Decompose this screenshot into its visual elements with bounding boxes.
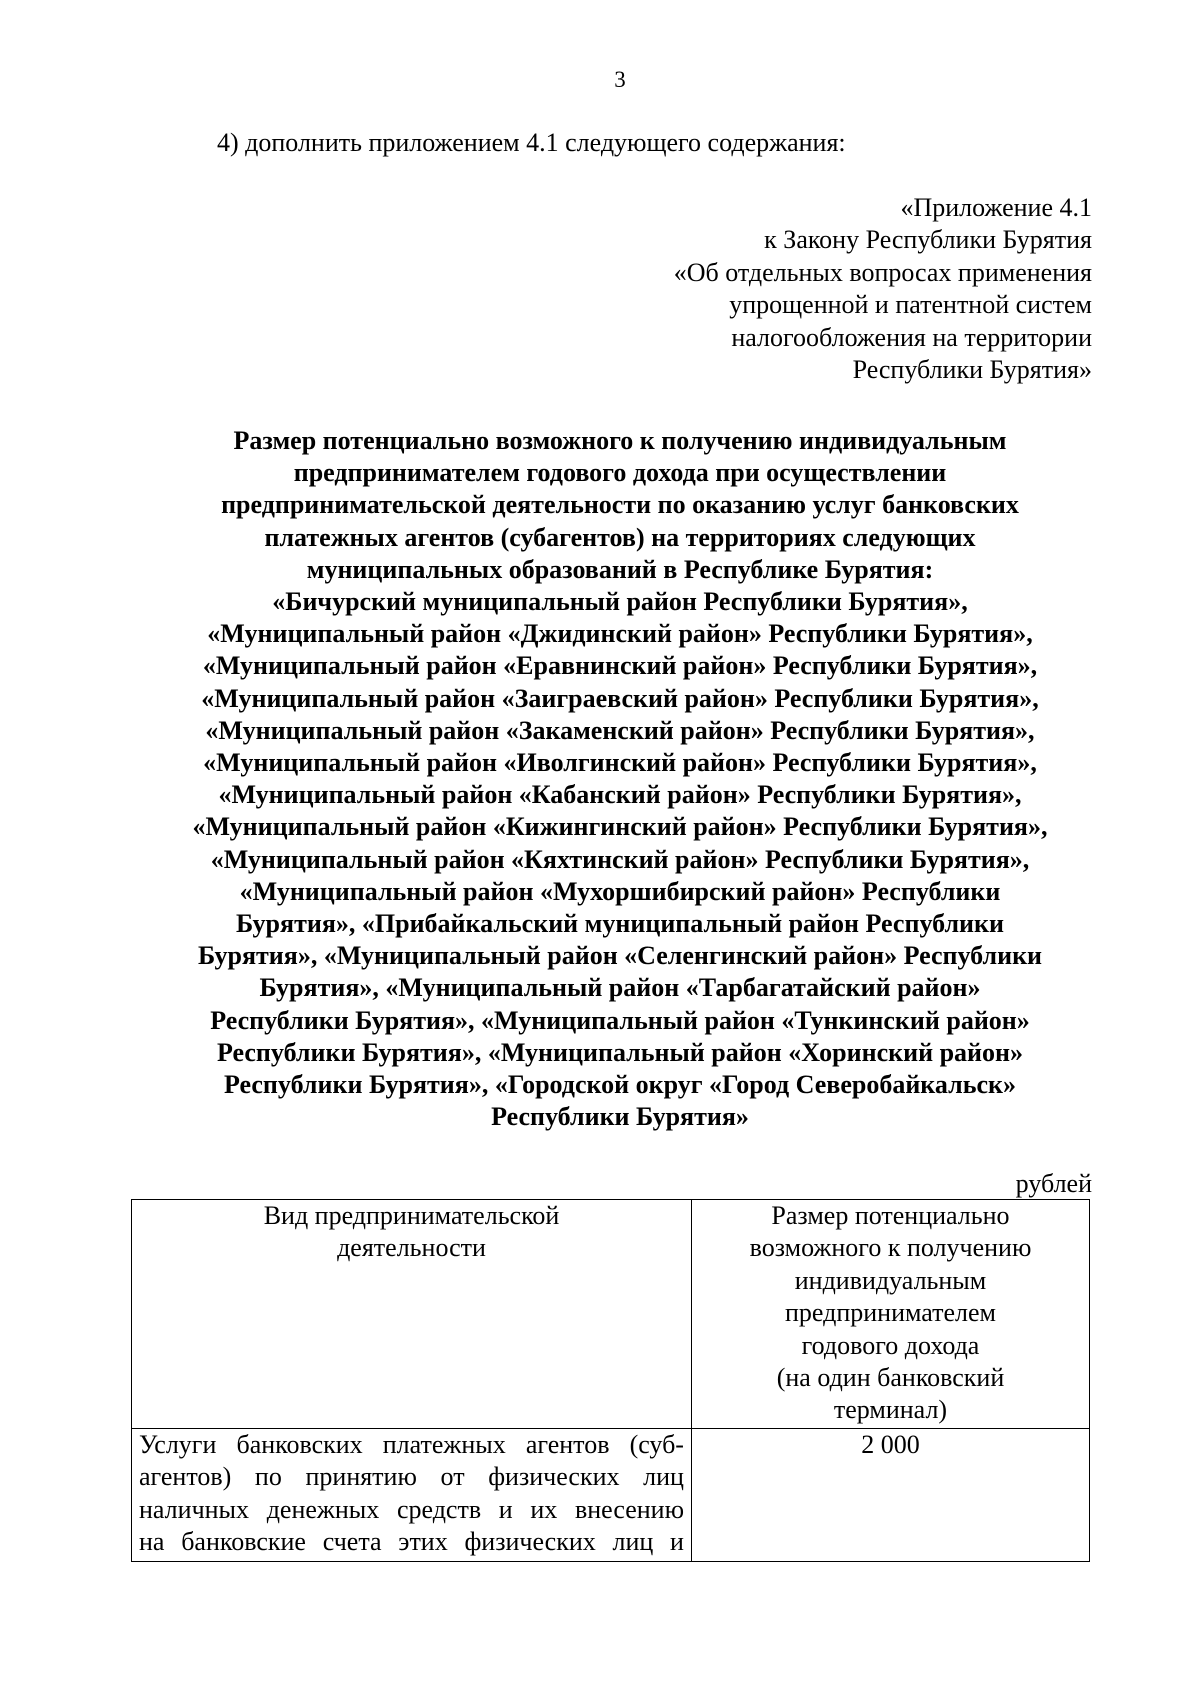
header-income-line: индивидуальным bbox=[794, 1265, 987, 1295]
word: физических bbox=[464, 1527, 596, 1557]
word: от bbox=[440, 1462, 465, 1492]
activity-cell bbox=[132, 1429, 692, 1562]
title-line: «Бичурский муниципальный район Республики Бурятия», bbox=[272, 587, 968, 617]
word: этих bbox=[398, 1527, 448, 1557]
word: лиц bbox=[612, 1527, 654, 1557]
word: внесению bbox=[574, 1494, 684, 1524]
appendix-header-line: к Закону Республики Бурятия bbox=[764, 225, 1092, 255]
title-line: предпринимателем годового дохода при осуществлении bbox=[293, 458, 947, 488]
header-income-line: терминал) bbox=[833, 1395, 948, 1425]
title-line: «Муниципальный район «Кяхтинский район» Республики Бурятия», bbox=[210, 844, 1030, 874]
header-income-line: Размер потенциально bbox=[771, 1201, 1010, 1230]
word: по bbox=[254, 1462, 282, 1492]
word: физических bbox=[488, 1462, 620, 1492]
word: агентов) bbox=[139, 1462, 232, 1492]
word: наличных bbox=[139, 1494, 250, 1524]
title-line: Бурятия», «Муниципальный район «Селенгинский район» Республики bbox=[197, 941, 1043, 971]
activity-line bbox=[139, 1526, 684, 1558]
word: средств bbox=[396, 1494, 482, 1524]
word: и bbox=[498, 1494, 513, 1524]
word: (суб- bbox=[629, 1430, 684, 1459]
header-income-line: предпринимателем bbox=[784, 1298, 996, 1328]
activity-line bbox=[139, 1461, 684, 1493]
appendix-header-line: упрощенной и патентной систем bbox=[729, 290, 1092, 320]
appendix-header bbox=[674, 192, 1092, 386]
title-line: «Муниципальный район «Джидинский район» Республики Бурятия», bbox=[207, 619, 1033, 649]
title-line: Республики Бурятия» bbox=[491, 1102, 749, 1132]
word: на bbox=[139, 1527, 165, 1557]
activity-line bbox=[139, 1429, 684, 1461]
title-line: «Муниципальный район «Мухоршибирский район» Республики bbox=[239, 876, 1001, 906]
word: банковских bbox=[236, 1430, 363, 1459]
income-table bbox=[131, 1199, 1090, 1562]
appendix-header-line: «Об отдельных вопросах применения bbox=[673, 257, 1092, 287]
title-line: Республики Бурятия», «Муниципальный район «Тункинский район» bbox=[210, 1005, 1030, 1035]
table-header-row bbox=[132, 1200, 1090, 1429]
header-income-line: годового дохода bbox=[801, 1330, 980, 1360]
title-line: предпринимательской деятельности по оказанию услуг банковских bbox=[221, 490, 1019, 520]
word: Услуги bbox=[139, 1430, 217, 1459]
title-line: Республики Бурятия», «Городской округ «Город Северобайкальск» bbox=[224, 1070, 1016, 1100]
title-line: «Муниципальный район «Заиграевский район» Республики Бурятия», bbox=[201, 683, 1039, 713]
title-line: Бурятия», «Прибайкальский муниципальный район Республики bbox=[236, 909, 1004, 939]
header-activity-line: деятельности bbox=[337, 1233, 486, 1263]
header-income-cell bbox=[692, 1200, 1090, 1429]
units-label: рублей bbox=[1015, 1169, 1092, 1198]
page-number: 3 bbox=[614, 67, 626, 92]
title-line: «Муниципальный район «Кабанский район» Республики Бурятия», bbox=[218, 780, 1022, 810]
title-line: Республики Бурятия», «Муниципальный район «Хоринский район» bbox=[217, 1037, 1023, 1067]
word: их bbox=[530, 1494, 558, 1524]
header-income-line: (на один банковский bbox=[776, 1363, 1005, 1393]
appendix-header-line: налогообложения на территории bbox=[731, 322, 1092, 352]
word: денежных bbox=[266, 1494, 380, 1524]
appendix-header-line: «Приложение 4.1 bbox=[900, 193, 1092, 222]
income-value-cell: 2 000 bbox=[692, 1429, 1090, 1562]
header-activity-cell bbox=[132, 1200, 692, 1429]
word: платежных bbox=[382, 1430, 506, 1459]
title-line: муниципальных образований в Республике Бурятия: bbox=[306, 554, 934, 584]
word: банковские bbox=[181, 1527, 306, 1557]
word: и bbox=[670, 1527, 684, 1557]
header-income-line: возможного к получению bbox=[749, 1233, 1032, 1263]
table-row bbox=[132, 1429, 1090, 1562]
title-line: «Муниципальный район «Закаменский район» Республики Бурятия», bbox=[205, 715, 1035, 745]
document-title bbox=[130, 425, 1110, 1133]
word: лиц bbox=[643, 1462, 684, 1492]
appendix-header-line: Республики Бурятия» bbox=[852, 355, 1092, 385]
activity-line bbox=[139, 1494, 684, 1526]
title-line: платежных агентов (субагентов) на территориях следующих bbox=[264, 522, 976, 552]
title-line: «Муниципальный район «Иволгинский район» Республики Бурятия», bbox=[203, 748, 1037, 778]
header-activity-line: Вид предпринимательской bbox=[263, 1201, 560, 1230]
word: принятию bbox=[305, 1462, 417, 1492]
title-line: «Муниципальный район «Еравнинский район» Республики Бурятия», bbox=[202, 651, 1038, 681]
title-line: Бурятия», «Муниципальный район «Тарбагатайский район» bbox=[259, 973, 981, 1003]
title-line: Размер потенциально возможного к получению индивидуальным bbox=[233, 426, 1007, 455]
word: счета bbox=[322, 1527, 382, 1557]
title-line: «Муниципальный район «Кижингинский район» Республики Бурятия», bbox=[192, 812, 1048, 842]
word: агентов bbox=[525, 1430, 610, 1459]
intro-paragraph: 4) дополнить приложением 4.1 следующего содержания: bbox=[217, 128, 846, 157]
